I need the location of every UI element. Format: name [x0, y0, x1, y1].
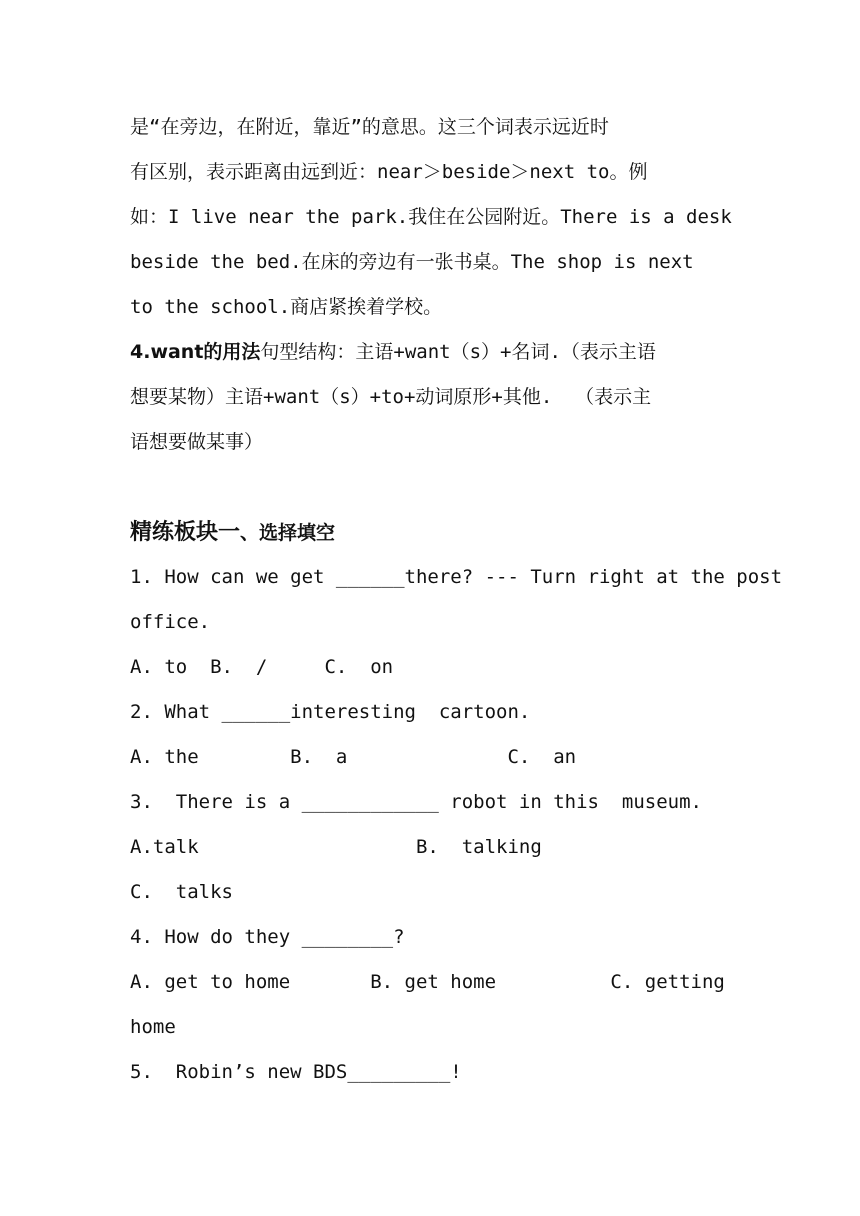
answer-options: C. talks [130, 881, 233, 903]
question-line: office. [130, 611, 211, 633]
section-title-sub: 、选择填空 [240, 522, 336, 544]
exercise-questions [130, 555, 783, 1095]
note-line: to the school.商店紧挨着学校。 [130, 296, 443, 318]
answer-options: A. to B. / C. on [130, 656, 394, 678]
question-line: 2. What ______interesting cartoon. [130, 701, 531, 723]
note-line: beside the bed.在床的旁边有一张书桌。The shop is next [130, 251, 694, 273]
section-title-main: 精练板块一 [130, 520, 241, 545]
question-line: 3. There is a ____________ robot in this museum. [130, 791, 702, 813]
question-line: 1. How can we get ______there? --- Turn right at the post [130, 566, 783, 588]
answer-options: A.talk B. talking [130, 836, 542, 858]
grammar-notes [130, 105, 730, 465]
note-line: 语想要做某事） [130, 431, 264, 453]
note-line: 有区别，表示距离由远到近：near＞beside＞next to。例 [130, 161, 648, 183]
question-line: 4. How do they ________? [130, 926, 405, 948]
note-line: 是“在旁边，在附近，靠近”的意思。这三个词表示远近时 [130, 116, 609, 138]
answer-options: home [130, 1016, 176, 1038]
answer-options: A. the B. a C. an [130, 746, 577, 768]
note-line: 如：I live near the park.我住在公园附近。There is a desk [130, 206, 732, 228]
section-title [130, 510, 730, 555]
want-usage-text: 句型结构：主语+want（s）+名词.（表示主语 [260, 341, 656, 363]
want-usage-line [130, 330, 730, 375]
note-line: 想要某物）主语+want（s）+to+动词原形+其他. （表示主 [130, 386, 652, 408]
document-page [130, 105, 783, 1095]
want-usage-heading: 4.want的用法 [130, 341, 261, 363]
question-line: 5. Robin’s new BDS_________! [130, 1061, 462, 1083]
answer-options: A. get to home B. get home C. getting [130, 971, 725, 993]
